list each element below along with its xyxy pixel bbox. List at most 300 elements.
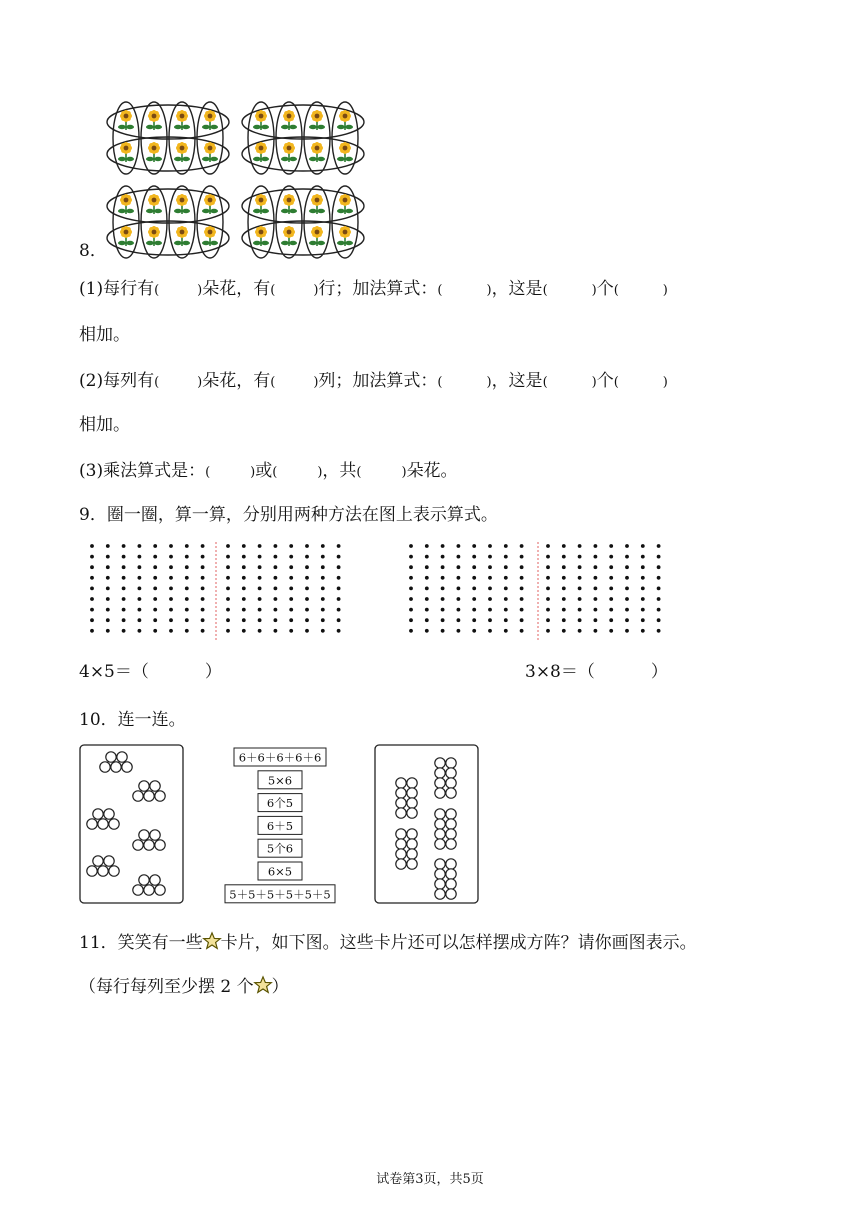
dot bbox=[657, 597, 661, 601]
question-11-line2: （每行每列至少摆 2 个 ） bbox=[79, 977, 289, 997]
dot bbox=[90, 565, 94, 569]
expression-label: 6＋6＋6＋6＋6 bbox=[238, 750, 322, 765]
dot bbox=[242, 544, 246, 548]
dot bbox=[409, 555, 413, 559]
matching-figure bbox=[0, 740, 860, 910]
dot bbox=[457, 565, 461, 569]
dot bbox=[226, 565, 230, 569]
circle-mark bbox=[396, 798, 406, 808]
expression-label: 5个6 bbox=[266, 841, 294, 856]
dot bbox=[488, 587, 492, 591]
dot bbox=[409, 544, 413, 548]
dot bbox=[578, 555, 582, 559]
dot bbox=[289, 587, 293, 591]
circle-mark bbox=[396, 859, 406, 869]
q8-part2: (2)每列有( )朵花，有( )列；加法算式：( )，这是( )个( ) bbox=[79, 371, 668, 391]
dot bbox=[242, 587, 246, 591]
flower-icon bbox=[253, 194, 269, 214]
circle-mark bbox=[435, 869, 445, 879]
dot bbox=[562, 597, 566, 601]
dot bbox=[289, 576, 293, 580]
dot bbox=[226, 576, 230, 580]
flower-icon bbox=[202, 110, 218, 130]
dot bbox=[169, 629, 173, 633]
dot bbox=[122, 576, 126, 580]
dot bbox=[185, 587, 189, 591]
dot bbox=[441, 597, 445, 601]
dot bbox=[657, 544, 661, 548]
dot bbox=[425, 618, 429, 622]
dot bbox=[321, 544, 325, 548]
dot bbox=[641, 608, 645, 612]
dot bbox=[594, 587, 598, 591]
dot bbox=[425, 565, 429, 569]
circle-mark bbox=[396, 788, 406, 798]
flower-icon bbox=[309, 142, 325, 162]
dot bbox=[305, 629, 309, 633]
star-icon bbox=[254, 976, 272, 994]
dot bbox=[641, 618, 645, 622]
dot bbox=[201, 597, 205, 601]
dot bbox=[185, 618, 189, 622]
circle-mark bbox=[446, 768, 456, 778]
dot bbox=[305, 544, 309, 548]
dot bbox=[641, 597, 645, 601]
circle-mark bbox=[144, 885, 154, 895]
dot bbox=[578, 618, 582, 622]
flower-icon bbox=[202, 142, 218, 162]
circle-mark bbox=[133, 885, 143, 895]
dot bbox=[258, 544, 262, 548]
dot bbox=[122, 608, 126, 612]
dot bbox=[562, 576, 566, 580]
dot bbox=[609, 565, 613, 569]
dot bbox=[520, 629, 524, 633]
dot bbox=[472, 555, 476, 559]
dot bbox=[657, 618, 661, 622]
dot bbox=[138, 618, 142, 622]
circle-mark bbox=[144, 840, 154, 850]
circle-mark bbox=[98, 819, 108, 829]
dot bbox=[657, 555, 661, 559]
q8-part1: (1)每行有( )朵花，有( )行；加法算式：( )，这是( )个( ) bbox=[79, 279, 668, 299]
dot bbox=[409, 587, 413, 591]
circle-mark bbox=[87, 866, 97, 876]
dot bbox=[153, 576, 157, 580]
dot bbox=[106, 544, 110, 548]
dot bbox=[138, 565, 142, 569]
dot bbox=[504, 555, 508, 559]
dot bbox=[169, 618, 173, 622]
dot bbox=[274, 629, 278, 633]
flower-icon bbox=[146, 226, 162, 246]
dot bbox=[321, 576, 325, 580]
circle-mark bbox=[446, 839, 456, 849]
dot bbox=[138, 629, 142, 633]
dot bbox=[641, 555, 645, 559]
dot bbox=[90, 587, 94, 591]
dot bbox=[546, 629, 550, 633]
dot bbox=[106, 576, 110, 580]
circle-mark bbox=[407, 849, 417, 859]
dot bbox=[289, 544, 293, 548]
dot bbox=[321, 618, 325, 622]
dot bbox=[90, 629, 94, 633]
dot bbox=[409, 608, 413, 612]
dot bbox=[594, 618, 598, 622]
flower-icon bbox=[309, 194, 325, 214]
dot bbox=[546, 597, 550, 601]
circle-mark bbox=[109, 866, 119, 876]
circle-mark bbox=[150, 875, 160, 885]
dot bbox=[625, 629, 629, 633]
dot bbox=[337, 618, 341, 622]
dot bbox=[90, 544, 94, 548]
dot bbox=[90, 555, 94, 559]
circle-mark bbox=[435, 819, 445, 829]
dot bbox=[274, 555, 278, 559]
dot bbox=[106, 597, 110, 601]
dot bbox=[226, 587, 230, 591]
dot bbox=[472, 587, 476, 591]
dot bbox=[472, 576, 476, 580]
dot bbox=[201, 576, 205, 580]
dot bbox=[258, 576, 262, 580]
dot bbox=[185, 597, 189, 601]
dot bbox=[520, 565, 524, 569]
dot bbox=[425, 555, 429, 559]
dot bbox=[472, 618, 476, 622]
dot bbox=[472, 565, 476, 569]
dot bbox=[289, 629, 293, 633]
dot bbox=[641, 587, 645, 591]
circle-mark bbox=[435, 889, 445, 899]
flower-icon bbox=[337, 226, 353, 246]
q9-equation-2: 3×8＝（ ） bbox=[525, 662, 668, 682]
dot bbox=[546, 587, 550, 591]
flower-icon bbox=[118, 226, 134, 246]
dot bbox=[409, 597, 413, 601]
dot bbox=[337, 597, 341, 601]
expression-label: 6×5 bbox=[267, 864, 293, 879]
dot bbox=[226, 555, 230, 559]
dot bbox=[457, 618, 461, 622]
dot bbox=[289, 597, 293, 601]
dot bbox=[520, 544, 524, 548]
dot bbox=[546, 608, 550, 612]
circle-mark bbox=[93, 856, 103, 866]
dot bbox=[226, 618, 230, 622]
dot bbox=[641, 565, 645, 569]
dot bbox=[305, 618, 309, 622]
circle-mark bbox=[150, 781, 160, 791]
circle-mark bbox=[93, 809, 103, 819]
dot bbox=[226, 629, 230, 633]
dot bbox=[641, 544, 645, 548]
circle-mark bbox=[106, 752, 116, 762]
dot bbox=[122, 597, 126, 601]
q8-part2-tail: 相加。 bbox=[79, 415, 130, 435]
dot bbox=[609, 608, 613, 612]
circle-mark bbox=[133, 791, 143, 801]
dot bbox=[457, 576, 461, 580]
dot bbox=[520, 576, 524, 580]
dot bbox=[441, 555, 445, 559]
dot bbox=[201, 629, 205, 633]
dot bbox=[546, 555, 550, 559]
circle-mark bbox=[446, 889, 456, 899]
question-10-text: 10．连一连。 bbox=[79, 710, 186, 730]
flower-icon bbox=[281, 142, 297, 162]
dot bbox=[122, 587, 126, 591]
dot bbox=[457, 608, 461, 612]
circle-mark bbox=[407, 829, 417, 839]
flower-icon bbox=[337, 110, 353, 130]
circle-mark bbox=[104, 856, 114, 866]
dot bbox=[425, 608, 429, 612]
dot bbox=[504, 587, 508, 591]
flower-icon bbox=[253, 110, 269, 130]
dot bbox=[488, 555, 492, 559]
dot bbox=[441, 587, 445, 591]
circle-mark bbox=[100, 762, 110, 772]
dot bbox=[185, 565, 189, 569]
dot bbox=[457, 544, 461, 548]
dot bbox=[488, 629, 492, 633]
dot bbox=[305, 597, 309, 601]
circle-mark bbox=[139, 875, 149, 885]
dot bbox=[169, 587, 173, 591]
dot bbox=[457, 555, 461, 559]
dot bbox=[138, 608, 142, 612]
circle-mark bbox=[435, 859, 445, 869]
dot bbox=[472, 608, 476, 612]
flower-group bbox=[242, 186, 364, 258]
dot bbox=[153, 618, 157, 622]
dot bbox=[520, 608, 524, 612]
dot bbox=[562, 587, 566, 591]
dot bbox=[441, 565, 445, 569]
dot bbox=[609, 629, 613, 633]
dot bbox=[138, 555, 142, 559]
flower-icon bbox=[118, 142, 134, 162]
dot bbox=[153, 629, 157, 633]
dot bbox=[201, 618, 205, 622]
dot bbox=[594, 608, 598, 612]
dot bbox=[289, 608, 293, 612]
dot-array-figure bbox=[0, 530, 860, 650]
dot bbox=[441, 576, 445, 580]
dot bbox=[641, 629, 645, 633]
circle-mark bbox=[396, 849, 406, 859]
dot bbox=[169, 544, 173, 548]
dot bbox=[185, 576, 189, 580]
dot bbox=[337, 544, 341, 548]
dot bbox=[258, 629, 262, 633]
dot bbox=[153, 544, 157, 548]
circle-mark bbox=[139, 781, 149, 791]
flower-icon bbox=[281, 226, 297, 246]
dot bbox=[625, 576, 629, 580]
q9-equation-1: 4×5＝（ ） bbox=[79, 662, 222, 682]
circle-mark bbox=[435, 768, 445, 778]
q8-part3: (3)乘法算式是：( )或( )，共( )朵花。 bbox=[79, 461, 458, 481]
dot bbox=[609, 618, 613, 622]
dot bbox=[274, 576, 278, 580]
dot bbox=[472, 597, 476, 601]
dot bbox=[337, 608, 341, 612]
dot bbox=[594, 565, 598, 569]
dot bbox=[106, 618, 110, 622]
dot bbox=[122, 555, 126, 559]
dot bbox=[122, 544, 126, 548]
dot bbox=[562, 608, 566, 612]
dot bbox=[609, 544, 613, 548]
dot bbox=[90, 608, 94, 612]
flower-icon bbox=[146, 194, 162, 214]
flower-icon bbox=[174, 226, 190, 246]
dot bbox=[153, 555, 157, 559]
circle-mark bbox=[407, 808, 417, 818]
circle-mark bbox=[435, 788, 445, 798]
dot bbox=[258, 587, 262, 591]
dot bbox=[562, 618, 566, 622]
dot bbox=[321, 587, 325, 591]
circle-mark bbox=[396, 778, 406, 788]
circle-mark bbox=[407, 798, 417, 808]
dot bbox=[504, 597, 508, 601]
circle-mark bbox=[139, 830, 149, 840]
dot bbox=[258, 597, 262, 601]
circle-mark bbox=[150, 830, 160, 840]
flower-array-figure bbox=[0, 0, 860, 260]
dot bbox=[594, 576, 598, 580]
dot bbox=[305, 576, 309, 580]
dot bbox=[258, 555, 262, 559]
dot bbox=[546, 618, 550, 622]
circle-mark bbox=[435, 829, 445, 839]
flower-icon bbox=[253, 142, 269, 162]
dot bbox=[609, 555, 613, 559]
circle-mark bbox=[117, 752, 127, 762]
dot bbox=[488, 608, 492, 612]
dot bbox=[472, 629, 476, 633]
dot bbox=[425, 544, 429, 548]
dot bbox=[625, 555, 629, 559]
dot bbox=[185, 544, 189, 548]
dot bbox=[185, 629, 189, 633]
circle-mark bbox=[396, 829, 406, 839]
dot bbox=[169, 565, 173, 569]
dot bbox=[169, 608, 173, 612]
dot bbox=[546, 565, 550, 569]
dot bbox=[138, 597, 142, 601]
dot bbox=[201, 544, 205, 548]
flower-icon bbox=[337, 194, 353, 214]
dot bbox=[122, 618, 126, 622]
dot bbox=[578, 587, 582, 591]
dot bbox=[321, 608, 325, 612]
dot bbox=[242, 555, 246, 559]
dot bbox=[201, 555, 205, 559]
dot bbox=[657, 576, 661, 580]
flower-group bbox=[107, 102, 229, 174]
flower-icon bbox=[309, 110, 325, 130]
dot bbox=[441, 608, 445, 612]
expression-label: 5×6 bbox=[267, 773, 293, 788]
dot bbox=[226, 608, 230, 612]
dot bbox=[138, 576, 142, 580]
circle-mark bbox=[435, 839, 445, 849]
flower-icon bbox=[118, 110, 134, 130]
dot bbox=[578, 629, 582, 633]
dot bbox=[169, 555, 173, 559]
dot bbox=[520, 618, 524, 622]
dot bbox=[578, 608, 582, 612]
circle-mark bbox=[446, 778, 456, 788]
circle-mark bbox=[144, 791, 154, 801]
circle-mark bbox=[446, 859, 456, 869]
dot bbox=[185, 608, 189, 612]
flower-icon bbox=[118, 194, 134, 214]
circle-mark bbox=[446, 829, 456, 839]
circle-mark bbox=[446, 879, 456, 889]
dot bbox=[488, 576, 492, 580]
dot bbox=[625, 544, 629, 548]
dot bbox=[337, 555, 341, 559]
dot bbox=[258, 618, 262, 622]
flower-group bbox=[107, 186, 229, 258]
dot bbox=[625, 608, 629, 612]
dot bbox=[562, 629, 566, 633]
circle-mark bbox=[446, 869, 456, 879]
circle-mark bbox=[446, 758, 456, 768]
dot bbox=[122, 629, 126, 633]
dot bbox=[657, 565, 661, 569]
dot bbox=[488, 544, 492, 548]
dot bbox=[488, 597, 492, 601]
dot bbox=[457, 629, 461, 633]
dot bbox=[153, 565, 157, 569]
dot bbox=[242, 576, 246, 580]
dot bbox=[122, 565, 126, 569]
dot bbox=[153, 587, 157, 591]
dot bbox=[201, 565, 205, 569]
circle-mark bbox=[435, 758, 445, 768]
dot bbox=[657, 608, 661, 612]
dot bbox=[609, 587, 613, 591]
dot bbox=[504, 565, 508, 569]
dot bbox=[488, 565, 492, 569]
circle-mark bbox=[407, 778, 417, 788]
flower-icon bbox=[174, 110, 190, 130]
circle-mark bbox=[109, 819, 119, 829]
circle-mark bbox=[155, 885, 165, 895]
dot bbox=[594, 629, 598, 633]
circle-mark bbox=[396, 839, 406, 849]
expression-label: 6＋5 bbox=[266, 818, 294, 833]
dot bbox=[457, 597, 461, 601]
dot bbox=[274, 587, 278, 591]
dot bbox=[106, 608, 110, 612]
dot bbox=[138, 544, 142, 548]
dot bbox=[226, 544, 230, 548]
dot bbox=[321, 629, 325, 633]
dot bbox=[321, 565, 325, 569]
dot bbox=[625, 597, 629, 601]
right-card bbox=[375, 745, 478, 903]
dot bbox=[169, 576, 173, 580]
